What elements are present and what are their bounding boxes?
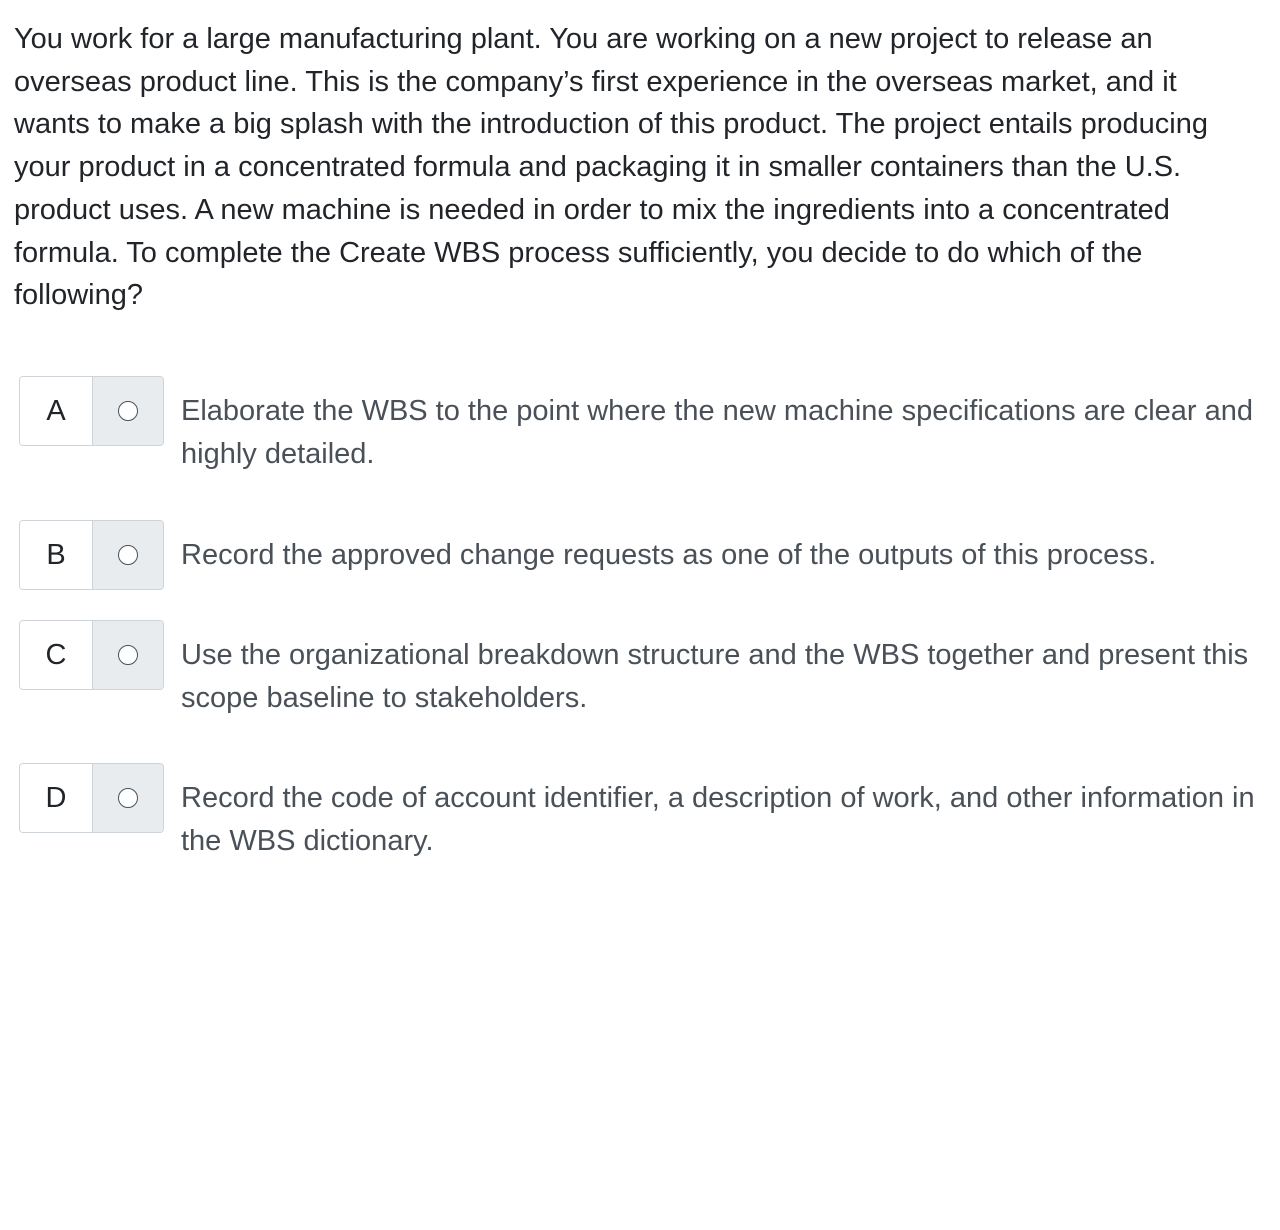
answer-option-c[interactable] <box>19 620 1264 719</box>
radio-cell[interactable] <box>93 764 163 832</box>
option-letter: B <box>20 521 93 589</box>
answer-choice-box[interactable] <box>19 620 164 690</box>
question-text: You work for a large manufacturing plant. You are working on a new project to release an overseas product line. This is the company’s first experience in the overseas market, and it wants to make a big splash with the introduction of this product. The project entails producing your product in a concentrated formula and packaging it in smaller containers than the U.S. product uses. A new machine is needed in order to mix the ingredients into a concentrated formula. To complete the Create WBS process sufficiently, you decide to do which of the following? <box>14 23 1208 312</box>
answer-option-d[interactable] <box>19 763 1264 862</box>
radio-cell[interactable] <box>93 521 163 589</box>
option-letter: D <box>20 764 93 832</box>
radio-button[interactable] <box>118 645 138 665</box>
radio-cell[interactable] <box>93 621 163 689</box>
answer-choice-box[interactable] <box>19 520 164 590</box>
radio-cell[interactable] <box>93 377 163 445</box>
option-text[interactable]: Use the organizational breakdown structure and the WBS together and present this scope baseline to stakeholders. <box>181 639 1249 714</box>
option-text[interactable]: Record the approved change requests as one of the outputs of this process. <box>181 539 1157 571</box>
radio-button[interactable] <box>118 788 138 808</box>
radio-button[interactable] <box>118 401 138 421</box>
answer-option-a[interactable] <box>19 376 1264 475</box>
radio-button[interactable] <box>118 545 138 565</box>
answer-choice-box[interactable] <box>19 763 164 833</box>
option-text[interactable]: Elaborate the WBS to the point where the new machine specifications are clear and highly detailed. <box>181 395 1253 470</box>
answer-choice-box[interactable] <box>19 376 164 446</box>
answer-option-b[interactable] <box>19 520 1264 590</box>
option-letter: A <box>20 377 93 445</box>
option-letter: C <box>20 621 93 689</box>
option-text[interactable]: Record the code of account identifier, a description of work, and other information in the WBS dictionary. <box>181 782 1255 857</box>
